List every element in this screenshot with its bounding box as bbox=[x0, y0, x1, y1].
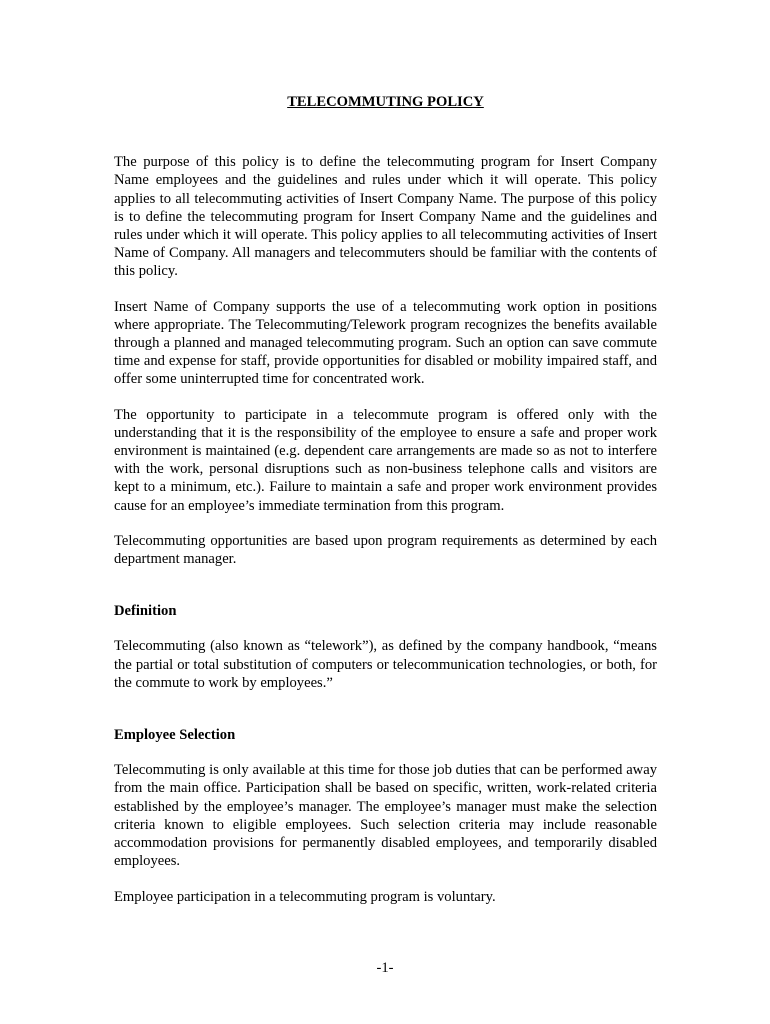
page-number: -1- bbox=[376, 960, 394, 976]
document-body bbox=[114, 93, 657, 923]
section-spacer bbox=[114, 709, 657, 726]
intro-paragraph-2: Insert Name of Company supports the use of a telecommuting work option in positions where appropriate. The Telecommuting/Telework program recognizes the benefits available through a planned and managed telecommuting program. Such an option can save commute time and expense for staff, provide opportunities for disabled or mobility impaired staff, and offer some uninterrupted time for concentrated work. bbox=[114, 298, 657, 388]
document-title: TELECOMMUTING POLICY bbox=[287, 94, 484, 110]
definition-paragraph: Telecommuting (also known as “telework”), as defined by the company handbook, “means the partial or total substitution of computers or telecommunication technologies, or both, for the commute to work by employees.” bbox=[114, 638, 657, 691]
intro-paragraph-1: The purpose of this policy is to define the telecommuting program for Insert Company Name employees and the guidelines and rules under which it will operate. This policy applies to all telecommuting activities of Insert Company Name. The purpose of this policy is to define the telecommuting program for Insert Company Name and the guidelines and rules under which it will operate. This policy applies to all telecommuting activities of Insert Name of Company. All managers and telecommuters should be familiar with the contents of this policy. bbox=[114, 154, 657, 280]
definition-heading: Definition bbox=[114, 603, 177, 620]
intro-paragraph-3: The opportunity to participate in a telecommute program is offered only with the understanding that it is the responsibility of the employee to ensure a safe and proper work environment is maintained (e.g. dependent care arrangements are made so as not to interfere with the work, personal disruptions such as non-business telephone calls and visitors are kept to a minimum, etc.). Failure to maintain a safe and proper work environment provides cause for an employee’s immediate termination from this program. bbox=[114, 406, 657, 514]
intro-paragraph-4: Telecommuting opportunities are based upon program requirements as determined by each department manager. bbox=[114, 532, 657, 568]
section-spacer bbox=[114, 585, 657, 602]
employee-selection-paragraph-1: Telecommuting is only available at this time for those job duties that can be performed away from the main office. Participation shall be based on specific, written, work-related criteria established by the employee’s manager. The employee’s manager must make the selection criteria known to eligible employees. Such selection criteria may include reasonable accommodation provisions for permanently disabled employees, and temporarily disabled employees. bbox=[114, 762, 657, 870]
employee-selection-paragraph-2: Employee participation in a telecommuting program is voluntary. bbox=[114, 888, 496, 905]
employee-selection-heading: Employee Selection bbox=[114, 727, 236, 744]
